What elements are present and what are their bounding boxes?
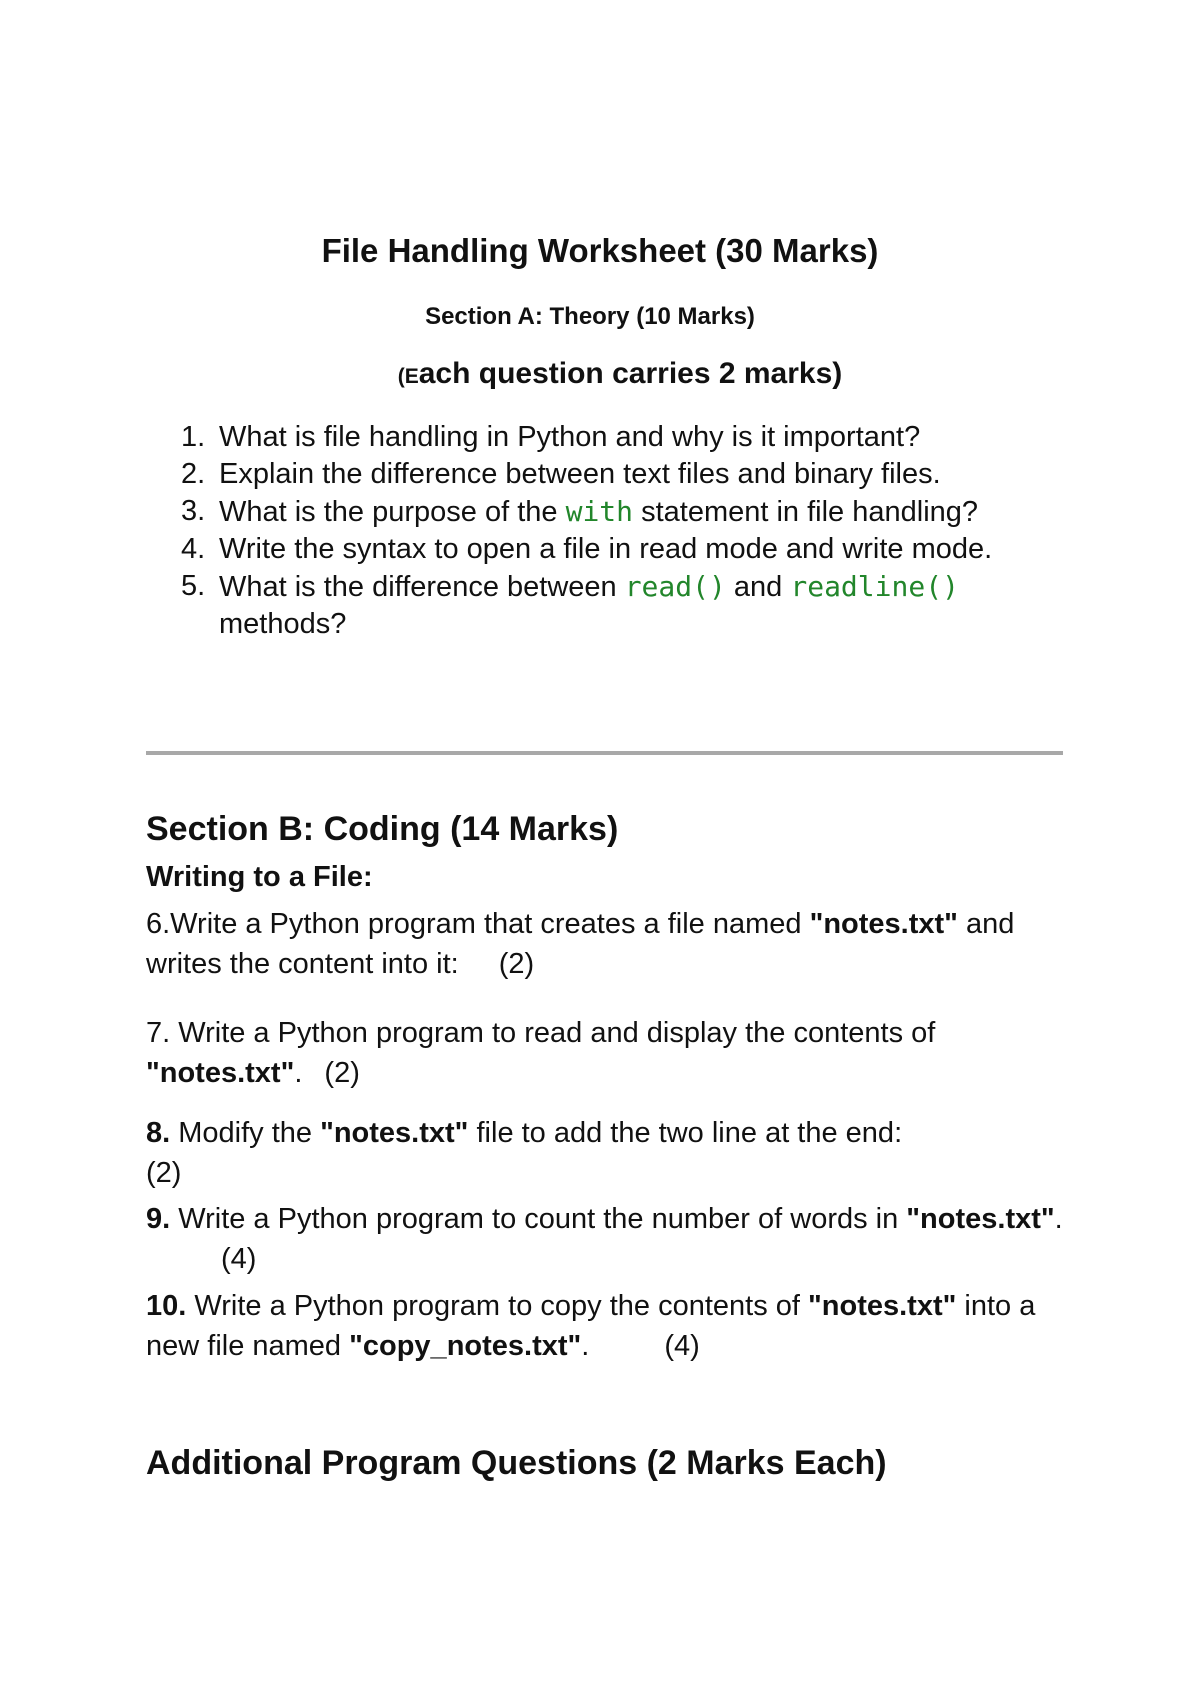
question-text-pre: What is the difference between <box>219 571 625 603</box>
file-name: "notes.txt" <box>808 1290 957 1322</box>
marks-note <box>0 357 1200 391</box>
question-text-pre: What is the purpose of the <box>219 496 566 528</box>
coding-question-9 <box>146 1199 1076 1279</box>
coding-question-7 <box>146 1013 1076 1093</box>
question-text-mid: into a new file named <box>146 1290 1036 1362</box>
question-marks: (2) <box>324 1057 360 1089</box>
theory-question-1 <box>175 419 1075 456</box>
question-text-post: statement in file handling? <box>633 496 979 528</box>
file-name: "notes.txt" <box>809 908 958 940</box>
question-text: Explain the difference between text files and binary files. <box>219 458 941 490</box>
question-number: 3. <box>181 495 206 527</box>
theory-question-4 <box>175 531 1075 568</box>
question-text-post: file to add the two line at the end: <box>468 1117 903 1149</box>
question-number: 5. <box>181 570 206 602</box>
question-text-mid: and <box>725 571 791 603</box>
question-text-pre: 7. Write a Python program to read and display the contents of <box>146 1017 936 1049</box>
question-marks: (4) <box>664 1330 700 1362</box>
code-keyword-with: with <box>565 495 634 528</box>
question-number: 9. <box>146 1203 171 1235</box>
question-text-pre: Write a Python program to count the number of words in <box>170 1203 907 1235</box>
question-text: Write the syntax to open a file in read mode and write mode. <box>219 533 993 565</box>
question-text-post: methods? <box>219 608 347 640</box>
question-text-pre: Modify the <box>170 1117 321 1149</box>
section-b-subheading: Writing to a File: <box>146 861 373 893</box>
file-name: "notes.txt" <box>906 1203 1055 1235</box>
question-number: 4. <box>181 533 206 565</box>
question-text-post: . <box>294 1057 303 1089</box>
theory-question-2 <box>175 456 1075 493</box>
code-method-read: read() <box>624 570 726 603</box>
question-text: What is file handling in Python and why is it important? <box>219 421 921 453</box>
question-text-pre: Write a Python program to copy the contents of <box>186 1290 809 1322</box>
marks-note-rest: ach question carries 2 marks) <box>418 357 843 390</box>
question-number: 10. <box>146 1290 187 1322</box>
section-b-heading: Section B: Coding (14 Marks) <box>146 810 619 848</box>
file-name: "notes.txt" <box>320 1117 469 1149</box>
theory-question-list <box>175 419 1075 643</box>
marks-note-prefix: (E <box>397 365 419 388</box>
question-text-pre: 6.Write a Python program that creates a file named <box>146 908 810 940</box>
theory-question-5 <box>175 568 1075 643</box>
section-divider <box>146 751 1063 755</box>
code-method-readline: readline() <box>790 570 959 603</box>
coding-question-8 <box>146 1113 1076 1193</box>
question-text-post: . <box>1054 1203 1063 1235</box>
question-text-post: and writes the content into it: <box>146 908 1015 980</box>
question-text-post: . <box>581 1330 590 1362</box>
question-marks: (4) <box>221 1243 257 1275</box>
worksheet-title: File Handling Worksheet (30 Marks) <box>321 232 879 269</box>
section-c-heading: Additional Program Questions (2 Marks Each) <box>146 1444 887 1482</box>
question-number: 1. <box>181 421 206 453</box>
coding-question-6 <box>146 904 1076 984</box>
question-marks: (2) <box>498 948 535 980</box>
theory-question-3 <box>175 493 1075 531</box>
coding-question-10 <box>146 1286 1076 1366</box>
question-number: 8. <box>146 1117 171 1149</box>
question-number: 2. <box>181 458 206 490</box>
file-name: "notes.txt" <box>146 1057 295 1089</box>
file-name-copy: "copy_notes.txt" <box>349 1330 582 1362</box>
section-a-heading: Section A: Theory (10 Marks) <box>425 303 755 330</box>
question-marks: (2) <box>146 1157 182 1189</box>
